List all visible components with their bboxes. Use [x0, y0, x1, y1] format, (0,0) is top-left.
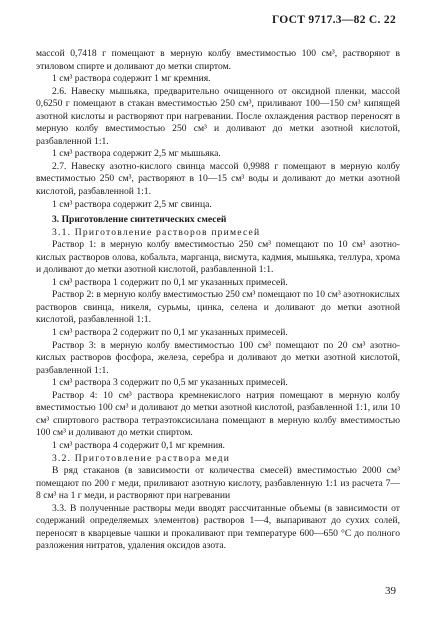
page-number: 39 — [385, 585, 396, 597]
paragraph: Раствор 4: 10 см³ раствора кремнекислого натрия помещают в мерную колбу вместимостью 100 см³ и доливают до метки азотной кислотой, разбавленной 1:1, или 10 см³ спиртового раствора тетраэтоксисилана помещают в мерную колбу вместимостью 100 см³ и доливают до метки спиртом. — [36, 389, 400, 439]
paragraph: Раствор 1: в мерную колбу вместимостью 250 см³ помещают по 10 см³ азотно-кислых растворов олова, кобальта, марганца, висмута, кадмия, мышьяка, теллура, хрома и доливают до метки азотной кислотой, разбавленной 1:1. — [36, 239, 400, 276]
page-header: ГОСТ 9717.3—82 С. 22 — [271, 14, 396, 26]
paragraph: 1 см³ раствора содержит 2,5 мг свинца. — [52, 198, 212, 210]
body-text — [36, 48, 400, 553]
paragraph: Раствор 2: в мерную колбу вместимостью 250 см³ помещают по 10 см³ азотнокислых растворов свинца, никеля, сурьмы, цинка, селена и доливают до метки азотной кислотой, разбавленной 1:1. — [36, 289, 400, 326]
section-heading: 3. Приготовление синтетических смесей — [52, 214, 227, 226]
subsection-heading: 3.2. Приготовление раствора меди — [52, 452, 231, 464]
paragraph: 2.7. Навеску азотно-кислого свинца массой 0,9988 г помещают в мерную колбу вместимостью 250 см³, растворяют в 10—15 см³ воды и доливают до метки азотной кислотой, разбавленной 1:1. — [36, 160, 400, 198]
paragraph: 3.3. В полученные растворы меди вводят рассчитанные объемы (в зависимости от содержаний определяемых элементов) растворов 1—4, выпаривают до сухих солей, переносят в кварцевые чашки и прокаливают при температуре 600—650 °С до полного разложения нитратов, удаления оксидов азота. — [36, 502, 400, 552]
paragraph: 1 см³ раствора содержит 1 мг кремния. — [52, 73, 211, 85]
paragraph: массой 0,7418 г помещают в мерную колбу вместимостью 100 см³, растворяют в этиловом спирте и доливают до метки спиртом. — [36, 48, 400, 72]
paragraph: 2.6. Навеску мышьяка, предварительно очищенного от оксидной пленки, массой 0,6250 г помещают в стакан вместимостью 250 см³, приливают 100—150 см³ кипящей азотной кислоты и растворяют при нагревании. После охлаждения раствор переносят в мерную колбу вместимостью 250 см³ и доливают до метки азотной кислотой, разбавленной 1:1. — [36, 85, 400, 147]
paragraph: В ряд стаканов (в зависимости от количества смесей) вместимостью 2000 см³ помещают по 200 г меди, приливают азотную кислоту, разбавленную 1:1 из расчета 7—8 см³ на 1 г меди, и растворяют при нагревании — [36, 465, 400, 502]
paragraph: 1 см³ раствора содержит 2,5 мг мышьяка. — [52, 148, 221, 160]
paragraph: Раствор 3: в мерную колбу вместимостью 100 см³ помещают по 20 см³ азотно-кислых растворов фосфора, железа, серебра и доливают до метки азотной кислотой, разбавленной 1:1. — [36, 339, 400, 376]
paragraph: 1 см³ раствора 1 содержит по 0,1 мг указанных примесей. — [52, 276, 288, 288]
paragraph: 1 см³ раствора 2 содержит по 0,1 мг указанных примесей. — [52, 327, 288, 339]
paragraph: 1 см³ раствора 3 содержит по 0,5 мг указанных примесей. — [52, 377, 288, 389]
paragraph: 1 см³ раствора 4 содержит 0,1 мг кремния. — [52, 439, 225, 451]
subsection-heading: 3.1. Приготовление растворов примесей — [52, 226, 261, 238]
